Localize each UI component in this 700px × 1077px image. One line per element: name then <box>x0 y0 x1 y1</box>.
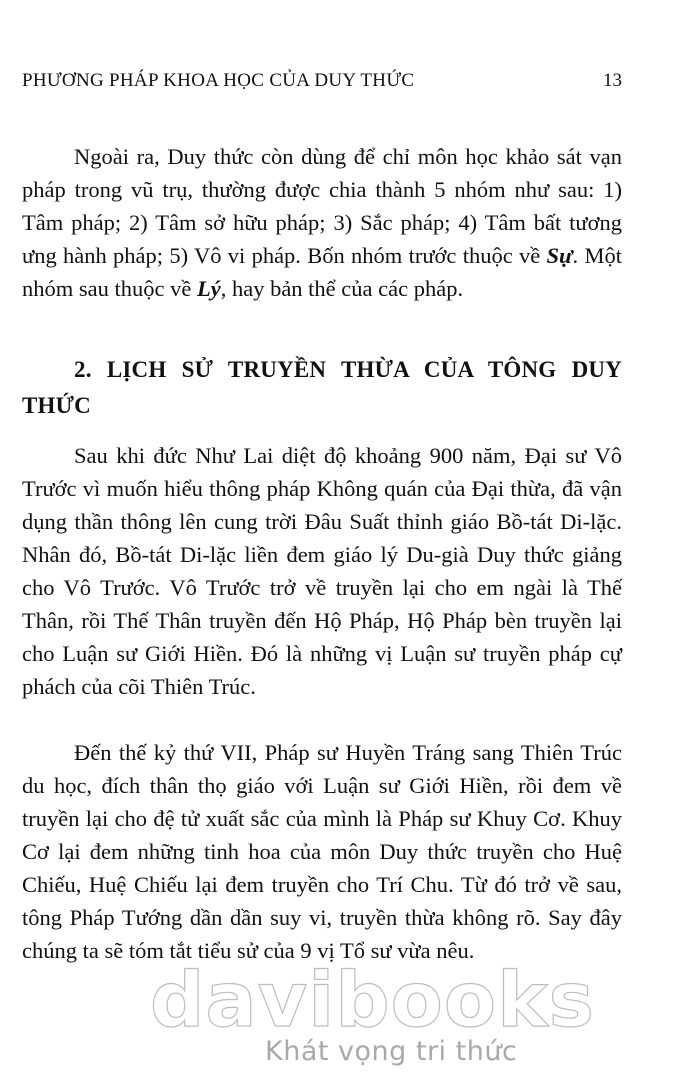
paragraph-lineage-china <box>22 736 622 967</box>
watermark-slogan: Khát vọng tri thức <box>265 1036 518 1067</box>
emphasis-su: Sự <box>546 243 573 268</box>
paragraph-text-part-b: . Một nhóm sau thuộc về <box>22 243 622 301</box>
paragraph-text: Đến thế kỷ thứ VII, Pháp sư Huyền Tráng sang Thiên Trúc du học, đích thân thọ giáo với Luận sư Giới Hiền, rồi đem về truyền lại cho đệ tử xuất sắc của mình là Pháp sư Khuy Cơ. Khuy Cơ lại đem những tinh hoa của môn Duy thức truyền cho Huệ Chiếu, Huệ Chiếu lại đem truyền cho Trí Chu. Từ đó trở về sau, tông Pháp Tướng dần dần suy vi, truyền thừa không rõ. Say đây chúng ta sẽ tóm tắt tiểu sử của 9 vị Tổ sư vừa nêu. <box>22 740 622 963</box>
paragraph-text: Sau khi đức Như Lai diệt độ khoảng 900 năm, Đại sư Vô Trước vì muốn hiểu thông pháp Không quán của Đại thừa, đã vận dụng thần thông lên cung trời Đâu Suất thỉnh giáo Bồ-tát Di-lặc. Nhân đó, Bồ-tát Di-lặc liền đem giáo lý Du-già Duy thức giảng cho Vô Trước. Vô Trước trở về truyền lại cho em ngài là Thế Thân, rồi Thế Thân truyền đến Hộ Pháp, Hộ Pháp bèn truyền lại cho Luận sư Giới Hiền. Đó là những vị Luận sư truyền pháp cự phách của cõi Thiên Trúc. <box>22 443 622 699</box>
paragraph-text-part-a: Ngoài ra, Duy thức còn dùng để chỉ môn học khảo sát vạn pháp trong vũ trụ, thường được chia thành 5 nhóm như sau: 1) Tâm pháp; 2) Tâm sở hữu pháp; 3) Sắc pháp; 4) Tâm bất tương ưng hành pháp; 5) Vô vi pháp. Bốn nhóm trước thuộc về <box>22 144 622 268</box>
emphasis-ly: Lý <box>196 276 221 301</box>
watermark-logo: davibooks <box>150 955 595 1044</box>
page-number: 13 <box>603 70 622 91</box>
paragraph-dharma-groups <box>22 140 622 305</box>
paragraph-text-part-c: , hay bản thể của các pháp. <box>220 276 464 301</box>
section-heading: 2. LỊCH SỬ TRUYỀN THỪA CỦA TÔNG DUY THỨC <box>22 357 622 418</box>
paragraph-text <box>22 140 622 305</box>
paragraph-lineage-india <box>22 439 622 703</box>
running-header-title: PHƯƠNG PHÁP KHOA HỌC CỦA DUY THỨC <box>22 70 415 91</box>
